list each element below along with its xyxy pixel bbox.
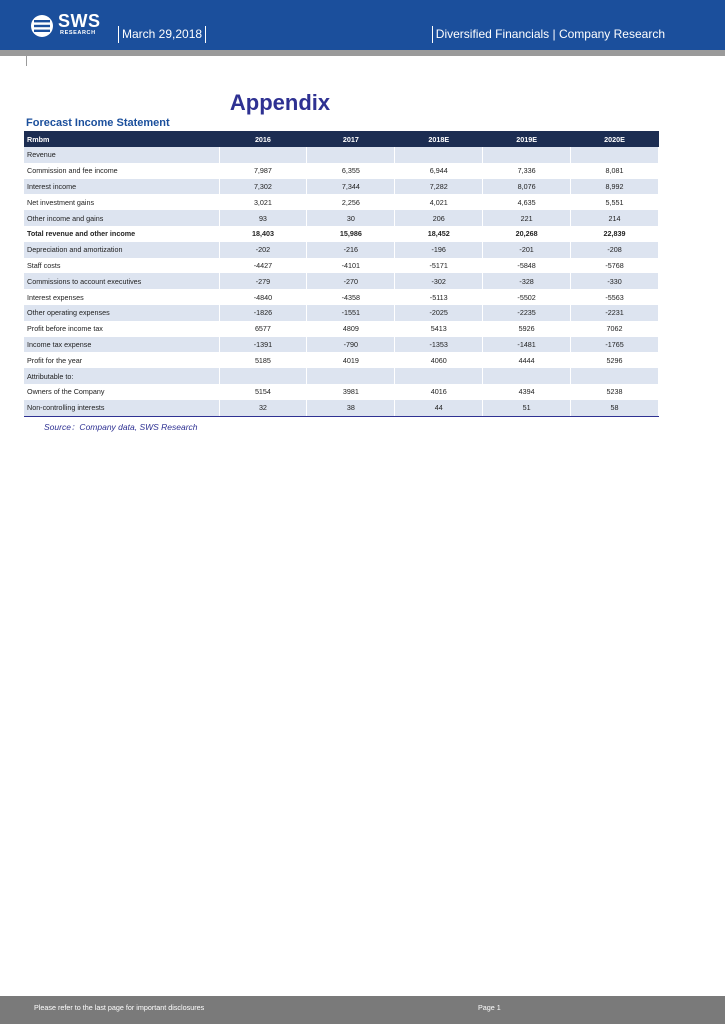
table-cell: 7,302 [219,179,307,195]
table-cell: 4444 [483,352,571,368]
table-cell [483,368,571,384]
table-row [24,368,659,384]
row-label: Commissions to account executives [24,273,219,289]
table-cell [307,368,395,384]
table-cell: 30 [307,210,395,226]
table-cell [483,147,571,163]
table-cell: -5113 [395,289,483,305]
row-label: Interest income [24,179,219,195]
table-cell: 7,987 [219,163,307,179]
table-cell: -5563 [571,289,659,305]
table-cell: 22,839 [571,226,659,242]
table-cell: 5,551 [571,194,659,210]
table-cell: 7,282 [395,179,483,195]
table-cell: -5768 [571,258,659,274]
report-date: March 29,2018 [118,26,206,43]
table-row [24,321,659,337]
table-cell: -302 [395,273,483,289]
table-row [24,179,659,195]
table-row [24,242,659,258]
table-cell: 6,355 [307,163,395,179]
table-cell: 214 [571,210,659,226]
table-cell: 221 [483,210,571,226]
table-cell: 5296 [571,352,659,368]
table-cell [395,147,483,163]
table-cell: -202 [219,242,307,258]
table-cell: 8,081 [571,163,659,179]
row-label: Owners of the Company [24,384,219,400]
row-label: Commission and fee income [24,163,219,179]
row-label: Attributable to: [24,368,219,384]
table-cell: -5171 [395,258,483,274]
page-number: Page 1 [478,1003,501,1012]
table-row [24,384,659,400]
table-cell [307,147,395,163]
table-row [24,337,659,353]
table-cell: 5926 [483,321,571,337]
table-cell: 6,944 [395,163,483,179]
row-label: Other income and gains [24,210,219,226]
table-cell: -208 [571,242,659,258]
table-cell: -1765 [571,337,659,353]
table-cell: 206 [395,210,483,226]
table-cell: 4,021 [395,194,483,210]
table-row [24,289,659,305]
income-statement-table [24,131,659,417]
table-cell: -201 [483,242,571,258]
table-row [24,400,659,416]
table-cell: -4840 [219,289,307,305]
header-tick-mark [26,56,27,66]
table-cell: 6577 [219,321,307,337]
table-cell: -2231 [571,305,659,321]
table-cell: -328 [483,273,571,289]
table-cell: 5185 [219,352,307,368]
table-cell [395,368,483,384]
table-cell: 3981 [307,384,395,400]
page-title: Appendix [229,90,331,115]
column-header: 2017 [307,131,395,147]
table-cell: 32 [219,400,307,416]
table-cell [219,147,307,163]
row-label: Revenue [24,147,219,163]
table-cell [571,147,659,163]
table-cell: 93 [219,210,307,226]
table-cell: -216 [307,242,395,258]
table-cell: 15,986 [307,226,395,242]
table-row [24,194,659,210]
table-cell: 51 [483,400,571,416]
row-label: Other operating expenses [24,305,219,321]
logo-text: SWS [58,11,101,31]
table-header-row [24,131,659,147]
table-cell: 18,403 [219,226,307,242]
table-row [24,258,659,274]
table-cell: 8,076 [483,179,571,195]
table-cell: 5238 [571,384,659,400]
header-divider [0,50,725,56]
table-cell: 7,344 [307,179,395,195]
column-header: 2019E [483,131,571,147]
row-label: Net investment gains [24,194,219,210]
table-cell: 2,256 [307,194,395,210]
table-body [24,147,659,416]
footer-disclaimer: Please refer to the last page for important disclosures [34,1003,205,1012]
row-label: Profit for the year [24,352,219,368]
table-cell: -330 [571,273,659,289]
table-cell: -5848 [483,258,571,274]
table-cell: -196 [395,242,483,258]
table-cell: 4060 [395,352,483,368]
row-label: Interest expenses [24,289,219,305]
table-cell: 4809 [307,321,395,337]
table-cell: 18,452 [395,226,483,242]
table-cell: -4427 [219,258,307,274]
table-cell: 8,992 [571,179,659,195]
table-cell [219,368,307,384]
table-row [24,352,659,368]
table-cell: 58 [571,400,659,416]
page-header [0,0,725,50]
table-row [24,147,659,163]
table-row [24,305,659,321]
table-cell: 4,635 [483,194,571,210]
table-cell: -270 [307,273,395,289]
table-cell: -1481 [483,337,571,353]
table-cell: -2025 [395,305,483,321]
table-cell: 20,268 [483,226,571,242]
table-row [24,226,659,242]
column-header: 2020E [571,131,659,147]
table-row [24,273,659,289]
table-row [24,163,659,179]
table-cell: -1826 [219,305,307,321]
table-cell: 4394 [483,384,571,400]
table-cell: -2235 [483,305,571,321]
table-cell [571,368,659,384]
column-header: Rmbm [24,131,219,147]
table-cell: -4101 [307,258,395,274]
table-cell: 44 [395,400,483,416]
table-cell: 4016 [395,384,483,400]
source-note: Source：Company data, SWS Research [44,422,198,432]
table-cell: 38 [307,400,395,416]
table-cell: -1551 [307,305,395,321]
table-cell: 5154 [219,384,307,400]
column-header: 2016 [219,131,307,147]
table-title: Forecast Income Statement [26,117,170,129]
table-cell: -1353 [395,337,483,353]
table-cell: -4358 [307,289,395,305]
column-header: 2018E [395,131,483,147]
table-cell: -279 [219,273,307,289]
table-cell: -5502 [483,289,571,305]
table-cell: 5413 [395,321,483,337]
table-cell: 4019 [307,352,395,368]
table-cell: 7062 [571,321,659,337]
table-cell: 7,336 [483,163,571,179]
row-label: Depreciation and amortization [24,242,219,258]
row-label: Non-controlling interests [24,400,219,416]
table-cell: 3,021 [219,194,307,210]
row-label: Income tax expense [24,337,219,353]
table-row [24,210,659,226]
row-label: Total revenue and other income [24,226,219,242]
logo-subtext: RESEARCH [60,30,96,36]
row-label: Profit before income tax [24,321,219,337]
table-cell: -1391 [219,337,307,353]
row-label: Staff costs [24,258,219,274]
table-cell: -790 [307,337,395,353]
report-section: Diversified Financials | Company Research [432,26,665,43]
